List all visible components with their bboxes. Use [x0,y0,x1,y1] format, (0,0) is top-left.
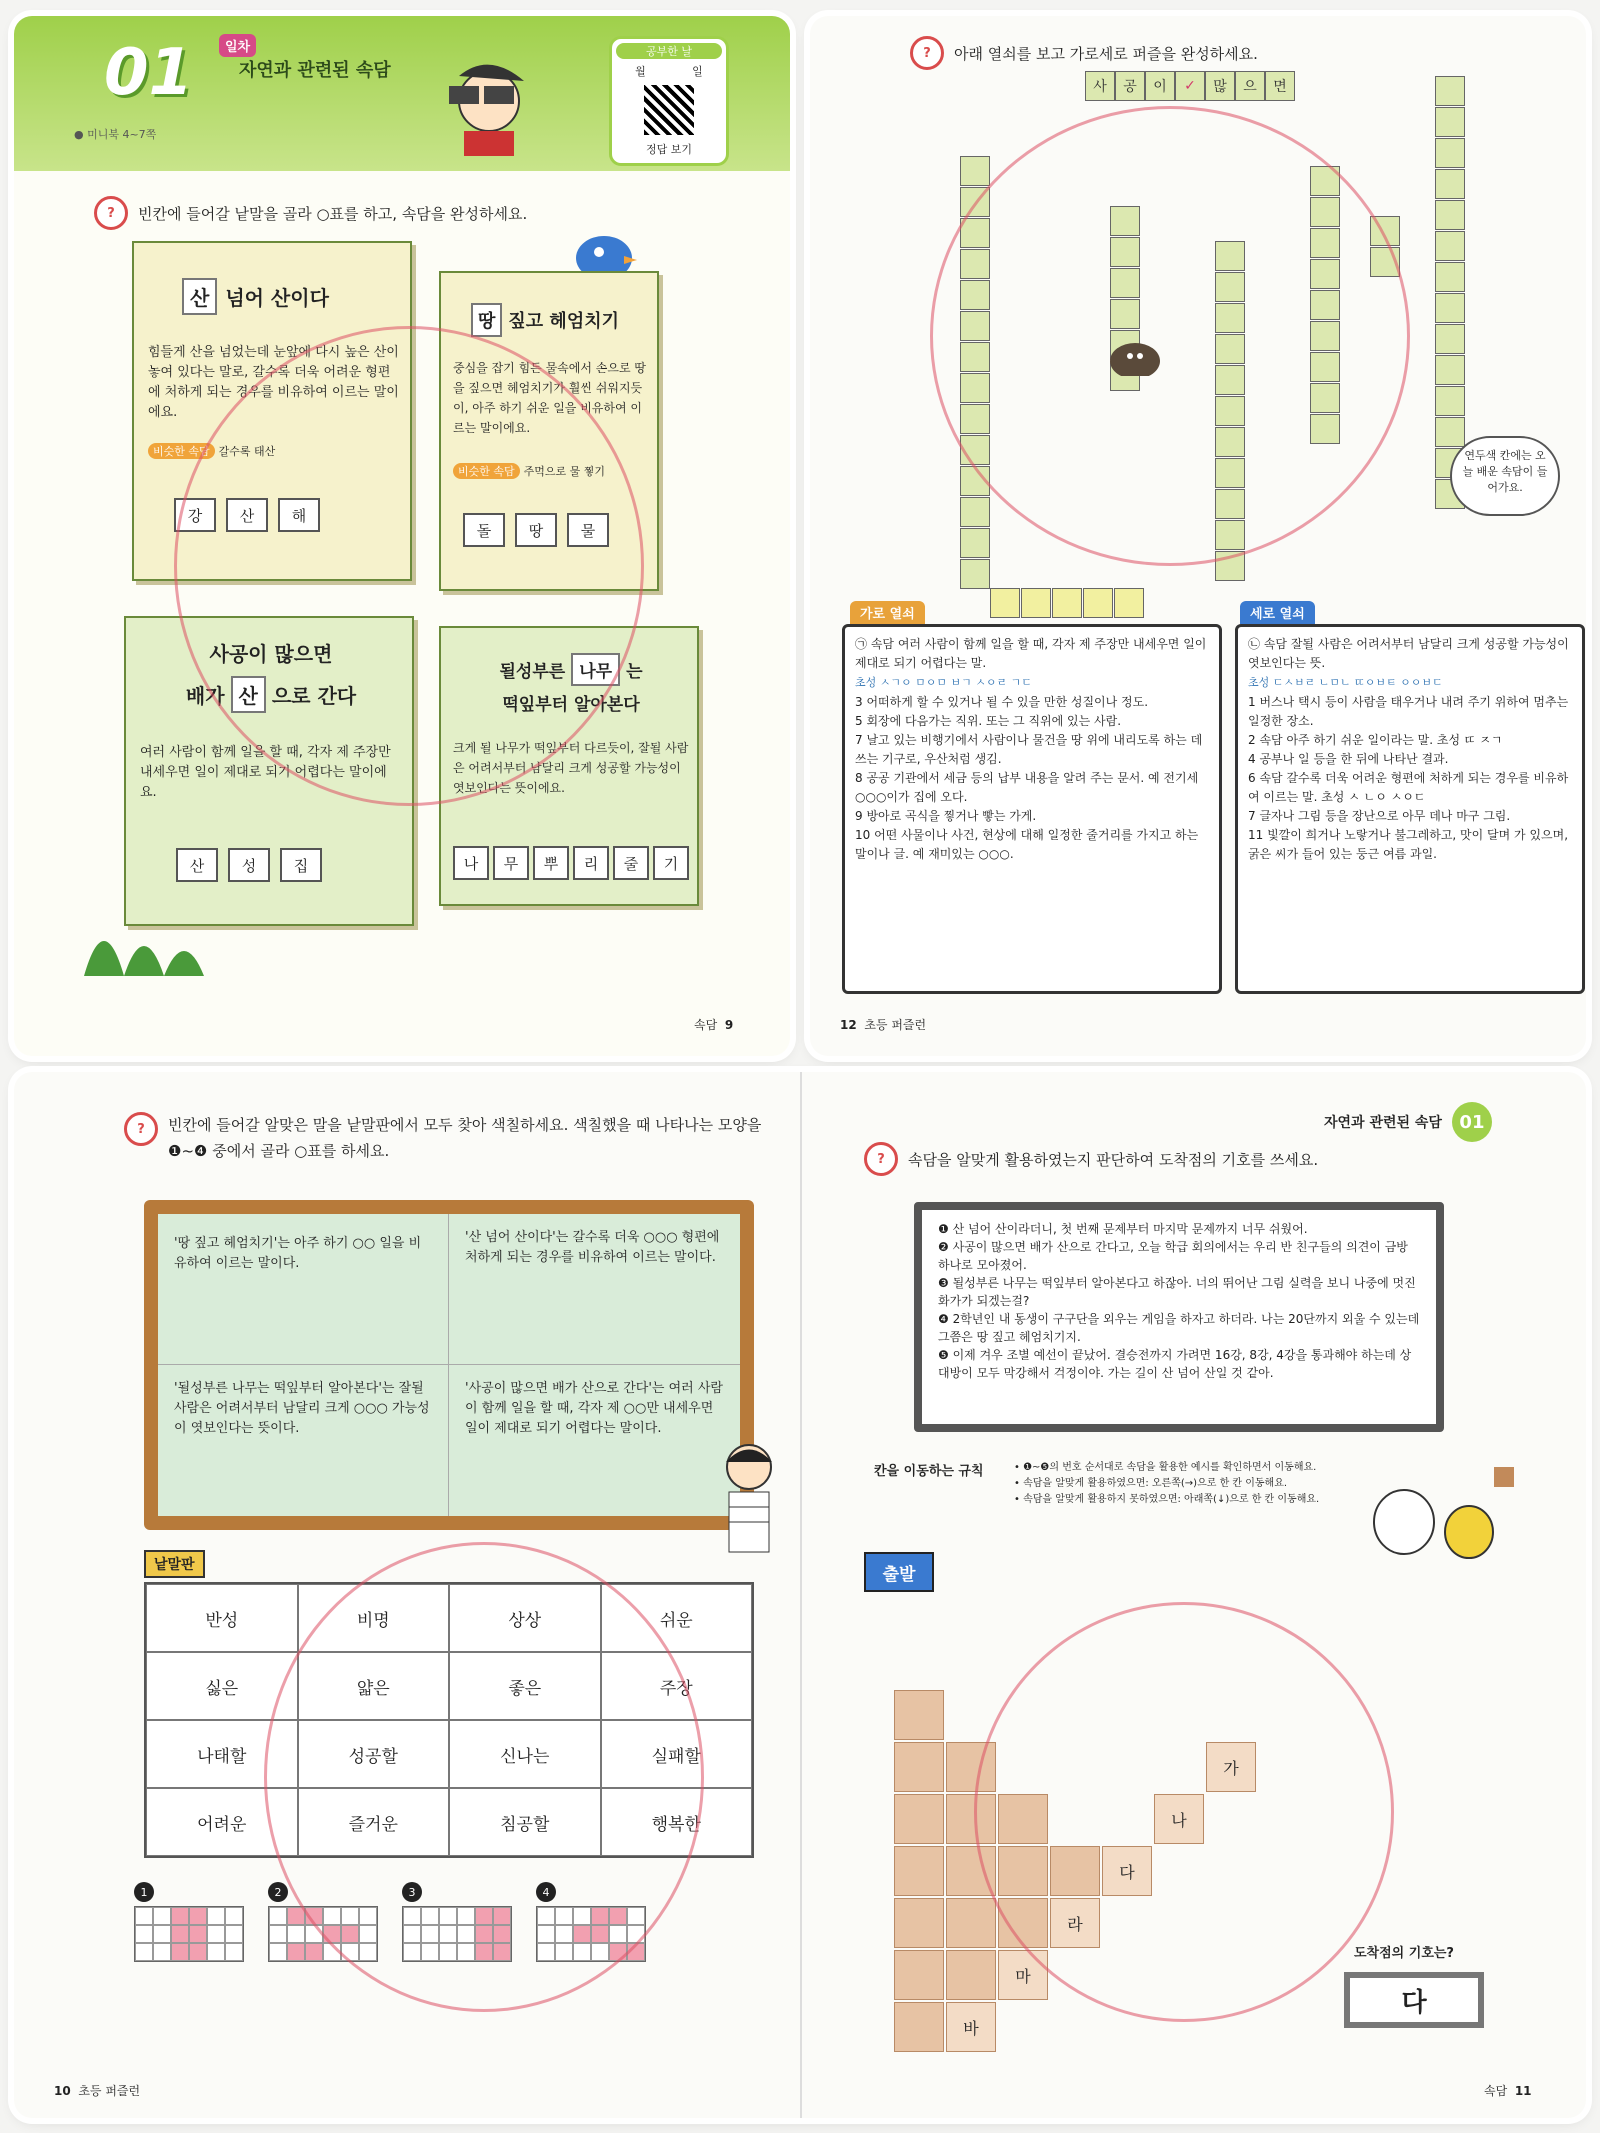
choice-word[interactable]: 성 [228,848,270,882]
binocular-girl-illustration [359,56,589,156]
down-clue: 초성 ㄷㅅㅂㄹ ㄴㅁㄴ ㄸㅇㅂㅌ ㅇㅇㅂㄷ [1248,676,1443,689]
page-footer [840,1016,926,1033]
sentence: ❸ 될성부른 나무는 떡잎부터 알아본다고 하잖아. 너의 뛰어난 그림 실력을 보니 나중에 멋진 화가가 되겠는걸? [938,1276,1416,1308]
sentence: ❶ 산 넘어 산이라더니, 첫 번째 문제부터 마지막 문제까지 너무 쉬웠어. [938,1222,1308,1236]
rules-title: 칸을 이동하는 규칙 [874,1464,984,1479]
down-clues-box [1235,624,1585,994]
instruction-text: 빈칸에 들어갈 낱말을 골라 ○표를 하고, 속담을 완성하세요. [138,204,528,223]
stair-label-cell[interactable]: 가 [1206,1742,1256,1792]
option-number: 1 [134,1882,154,1902]
choice-word[interactable]: 뿌 [533,846,569,880]
down-clue: 6 속담 갈수록 더욱 어려운 형편에 처하게 되는 경우를 비유하여 이르는 말. 초성 ㅅ ㄴㅇ ㅅㅇㄷ [1248,771,1569,804]
down-clue: ㉡ 속담 잘될 사람은 어려서부터 남달리 크게 성공할 가능성이 엿보인다는 뜻. [1248,637,1569,670]
stair-cell[interactable] [946,1898,996,1948]
word-cell[interactable]: 반성 [146,1584,298,1652]
card1-body: 힘들게 산을 넘었는데 눈앞에 다시 높은 산이 놓여 있다는 말로, 갈수록 더욱 어려운 형편에 처하게 되는 경우를 비유하여 이르는 말이에요. [148,345,399,420]
word-cell[interactable]: 나태할 [146,1720,298,1788]
crossword-cell[interactable]: 많 [1205,71,1235,101]
mole-icon [1100,326,1170,376]
crossword-cell[interactable] [1435,76,1465,106]
choice-word[interactable]: 강 [174,498,216,532]
answer-link[interactable]: 정답 보기 [645,143,692,156]
wordboard-label: 낱말판 [144,1550,205,1578]
down-clue: 2 속담 아주 하기 쉬운 일이라는 말. 초성 ㄸ ㅈㄱ [1248,733,1503,747]
card3-blank: 산 [231,676,266,713]
crossword-cell[interactable] [960,528,990,558]
crossword-cell[interactable] [960,559,990,589]
across-clue: 8 공공 기관에서 세금 등의 납부 내용을 알려 주는 문서. 예 전기세 ○○○이가 집에 오다. [855,771,1199,804]
card3-line1: 사공이 많으면 [209,642,333,666]
across-clue: 10 어떤 사물이나 사건, 현상에 대해 일정한 줄거리를 가지고 하는 말이나 글. 예 재미있는 ○○○. [855,828,1199,861]
word-cell[interactable]: 싫은 [146,1652,298,1720]
question-mark-icon: ? [864,1142,898,1176]
card3-choices [176,848,322,882]
word-cell[interactable]: 신나는 [449,1720,601,1788]
word-cell[interactable]: 침공할 [449,1788,601,1856]
page-number: 9 [724,1018,734,1032]
card3-line2b: 으로 간다 [271,684,357,708]
card2-blank: 땅 [471,303,502,337]
choice-word[interactable]: 해 [278,498,320,532]
across-clue: ㉠ 속담 여러 사람이 함께 일을 할 때, 각자 제 주장만 내세우면 일이 제대로 되기 어렵다는 말. [855,637,1207,670]
page-number: 12 [840,1018,857,1032]
crossword-cell[interactable] [1435,355,1465,385]
stair-cell[interactable] [946,1950,996,2000]
choice-word[interactable]: 집 [280,848,322,882]
down-clue: 7 글자나 그림 등을 장난으로 아무 데나 마구 그림. [1248,809,1511,823]
word-cell[interactable]: 성공할 [298,1720,450,1788]
stair-cell[interactable] [894,2002,944,2052]
qr-code-icon[interactable] [644,85,694,135]
board-sentence: '될성부른 나무는 떡잎부터 알아본다'는 잘될 사람은 어려서부터 남달리 크게 ○○○ 가능성이 엿보인다는 뜻이다. [158,1365,449,1516]
choice-word[interactable]: 산 [176,848,218,882]
card2-body: 중심을 잡기 힘든 물속에서 손으로 땅을 짚으면 헤엄치기가 훨씬 쉬워지듯이, 아주 하기 쉬운 일을 비유하여 이르는 말이에요. [453,361,646,435]
across-clue: 5 회장에 다음가는 직위. 또는 그 직위에 있는 사람. [855,714,1122,728]
footer-label: 속담 [694,1018,718,1032]
option-number: 4 [536,1882,556,1902]
card3-body: 여러 사람이 함께 일을 할 때, 각자 제 주장만 내세우면 일이 제대로 되기 어렵다는 말이에요. [140,745,391,800]
choice-word[interactable]: 물 [567,513,609,547]
crossword-cell[interactable] [1435,200,1465,230]
page-footer [694,1016,733,1033]
crossword-cell[interactable] [1114,588,1144,618]
crossword-cell[interactable] [1435,417,1465,447]
footer-label: 초등 퍼즐런 [78,2084,141,2098]
sentence: ❷ 사공이 많으면 배가 산으로 간다고, 오늘 학급 회의에서는 우리 반 친구들의 의견이 금방 하나로 모아졌어. [938,1240,1408,1272]
rule: • ❶~❺의 번호 순서대로 속담을 활용한 예시를 확인하면서 이동해요. [1014,1462,1317,1473]
choice-word[interactable]: 땅 [515,513,557,547]
instruction-text: 아래 열쇠를 보고 가로세로 퍼즐을 완성하세요. [954,44,1258,63]
plants-decoration [74,896,374,976]
rule: • 속담을 알맞게 활용하지 못하였으면: 아래쪽(↓)으로 한 칸 이동해요. [1014,1494,1320,1505]
crossword-cell[interactable] [1083,588,1113,618]
pen-circle-mark [974,1602,1394,2022]
stair-cell[interactable] [894,1794,944,1844]
pages-10-11-photo [14,1072,1586,2118]
goal-question: 도착점의 기호는? [1354,1946,1454,1961]
day-tag: 일차 [219,34,256,57]
crossword-cell[interactable] [1435,293,1465,323]
right-header-title: 자연과 관련된 속담 [1324,1115,1442,1131]
instruction-text-right: 속담을 알맞게 활용하였는지 판단하여 도착점의 기호를 쓰세요. [908,1150,1319,1169]
similar-badge: 비슷한 속담 [453,463,520,479]
card4-body: 크게 될 나무가 떡잎부터 다르듯이, 잘될 사람은 어려서부터 남달리 크게 성공할 가능성이 엿보인다는 뜻이에요. [453,741,689,795]
card1-title [182,278,329,315]
down-clue: 1 버스나 택시 등이 사람을 태우거나 내려 주기 위하여 멈추는 일정한 장소. [1248,695,1569,728]
similar-text: 주먹으로 물 찧기 [523,465,606,478]
board-sentence: '땅 짚고 헤엄치기'는 아주 하기 ○○ 일을 비유하여 이르는 말이다. [158,1214,449,1365]
page-number: 11 [1514,2084,1532,2098]
month-label: 월 [635,65,646,78]
option-number: 2 [268,1882,288,1902]
question-mark-icon: ? [910,36,944,70]
crossword-cell[interactable]: 으 [1235,71,1265,101]
stair-cell[interactable] [894,1742,944,1792]
right-day-badge: 01 [1452,1102,1492,1142]
crossword-cell[interactable] [960,497,990,527]
stair-cell[interactable] [894,1898,944,1948]
down-clues-header: 세로 열쇠 [1240,601,1315,624]
sentence: ❺ 이제 겨우 조별 예선이 끝났어. 결승전까지 가려면 16강, 8강, 4강을 통과해야 하는데 상대방이 모두 막강해서 걱정이야. 가는 길이 산 넘어 산일 것 같아. [938,1348,1412,1380]
down-clue: 11 빛깔이 희거나 노랗거나 불그레하고, 맛이 달며 가 있으며, 굵은 씨가 들어 있는 둥근 여름 과일. [1248,828,1569,861]
crossword-cell[interactable] [1021,588,1051,618]
stair-label-cell[interactable]: 나 [1154,1794,1204,1844]
choice-word[interactable]: 리 [573,846,609,880]
page-12-photo [810,16,1586,1056]
word-cell[interactable]: 얇은 [298,1652,450,1720]
crossword-cell[interactable] [960,156,990,186]
question-mark-icon: ? [124,1112,158,1146]
across-clues-box [842,624,1222,994]
word-cell[interactable]: 쉬운 [601,1584,753,1652]
word-cell[interactable]: 상상 [449,1584,601,1652]
card1-rest: 넘어 산이다 [225,286,329,310]
crossword-cell[interactable] [990,588,1020,618]
crossword-cell[interactable] [1435,324,1465,354]
word-cell[interactable]: 주장 [601,1652,753,1720]
card1-blank: 산 [182,278,217,315]
choice-word[interactable]: 기 [653,846,689,880]
pen-circle-mark [930,106,1410,566]
rule: • 속담을 알맞게 활용하였으면: 오른쪽(→)으로 한 칸 이동해요. [1014,1478,1288,1489]
choice-word[interactable]: 줄 [613,846,649,880]
stair-label-cell[interactable]: 마 [998,1950,1048,2000]
start-sign: 출발 [864,1552,934,1592]
word-cell[interactable]: 좋은 [449,1652,601,1720]
word-cell[interactable]: 실패할 [601,1720,753,1788]
crossword-cell[interactable]: 공 [1115,71,1145,101]
card2-title [471,303,619,337]
crossword-cell[interactable]: 면 [1265,71,1295,101]
goal-answer-box[interactable]: 다 [1344,1972,1484,2028]
pen-circle-mark [174,326,644,806]
card4-line2: 떡잎부터 알아본다 [502,695,640,715]
similar-badge: 비슷한 속담 [148,443,215,459]
day-label: 일 [692,65,703,78]
stair-label-cell[interactable]: 라 [1050,1898,1100,1948]
page-number: 10 [54,2084,71,2098]
crossword-cell[interactable]: ✓ [1175,71,1205,101]
card2-rest: 짚고 헤엄치기 [508,311,619,332]
minibook-ref: ● 미니북 4~7쪽 [74,128,157,141]
stair-label-cell[interactable]: 바 [946,2002,996,2052]
hint-bubble: 연두색 칸에는 오늘 배운 속담이 들어가요. [1450,436,1560,516]
across-clue: 9 방아로 곡식을 찧거나 빻는 가게. [855,809,1037,823]
crossword-cell[interactable] [1435,138,1465,168]
word-cell[interactable]: 즐거운 [298,1788,450,1856]
similar-text: 갈수록 태산 [218,445,276,458]
stair-cell[interactable] [894,1950,944,2000]
instruction-text: 빈칸에 들어갈 알맞은 말을 낱말판에서 모두 찾아 색칠하세요. 색칠했을 때 나타나는 모양을 ❶~❹ 중에서 골라 ○표를 하세요. [168,1116,762,1160]
page-footer-right [1484,2082,1532,2099]
crossword-cell[interactable] [1435,107,1465,137]
card4-blank: 나무 [571,653,620,686]
board-sentence: '사공이 많으면 배가 산으로 간다'는 여러 사람이 함께 일을 할 때, 각자 제 ○○만 내세우면 일이 제대로 되기 어렵다는 말이다. [465,1381,723,1436]
crossword-cell[interactable] [1435,386,1465,416]
across-clue: 7 날고 있는 비행기에서 사람이나 물건을 땅 위에 내리도록 하는 데 쓰는 기구로, 우산처럼 생김. [855,733,1203,766]
card4-choices [453,846,689,880]
card4-line1b: 는 [626,662,643,682]
choice-word[interactable]: 돌 [463,513,505,547]
stair-board [14,1072,1586,2118]
study-date-card [609,36,729,166]
footer-label: 속담 [1484,2084,1508,2098]
question-mark-icon: ? [94,196,128,230]
word-cell[interactable]: 어려운 [146,1788,298,1856]
crossword-cell[interactable] [1435,262,1465,292]
word-cell[interactable]: 비명 [298,1584,450,1652]
option-number: 3 [402,1882,422,1902]
day-number: 01 [104,36,194,110]
choice-word[interactable]: 무 [493,846,529,880]
lesson-title: 자연과 관련된 속담 [239,60,391,81]
footer-label: 초등 퍼즐런 [864,1018,927,1032]
instruction-row [94,196,527,230]
stair-cell[interactable] [894,1846,944,1896]
crossword-cell[interactable] [1052,588,1082,618]
across-clue: 초성 ㅅㄱㅇ ㅁㅇㅁ ㅂㄱ ㅅㅇㄹ ㄱㄷ [855,676,1032,689]
across-clue: 3 어떠하게 할 수 있거나 될 수 있을 만한 성질이나 정도. [855,695,1149,709]
stair-cell[interactable] [894,1690,944,1740]
choice-word[interactable]: 산 [226,498,268,532]
board-sentence: '산 넘어 산이다'는 갈수록 더욱 ○○○ 형편에 처하게 되는 경우를 비유하여 이르는 말이다. [449,1214,740,1365]
stair-label-cell[interactable]: 다 [1102,1846,1152,1896]
page-9-photo [14,16,790,1056]
sentence: ❹ 2학년인 내 동생이 구구단을 외우는 게임을 하자고 하더라. 나는 20단까지 외울 수 있는데 그쯤은 땅 짚고 헤엄치기지. [938,1312,1420,1344]
study-date-label: 공부한 날 [616,43,722,59]
card3-line2a: 배가 [185,684,225,708]
crossword-cell[interactable] [1435,169,1465,199]
crossword-cell[interactable]: 사 [1085,71,1115,101]
across-clues-header: 가로 열쇠 [850,601,925,624]
down-clue: 4 공부나 일 등을 한 뒤에 나타난 결과. [1248,752,1449,766]
crossword-cell[interactable] [1435,231,1465,261]
word-cell[interactable]: 행복한 [601,1788,753,1856]
choice-word[interactable]: 나 [453,846,489,880]
crossword-cell[interactable]: 이 [1145,71,1175,101]
card4-line1a: 될성부른 [499,662,566,682]
